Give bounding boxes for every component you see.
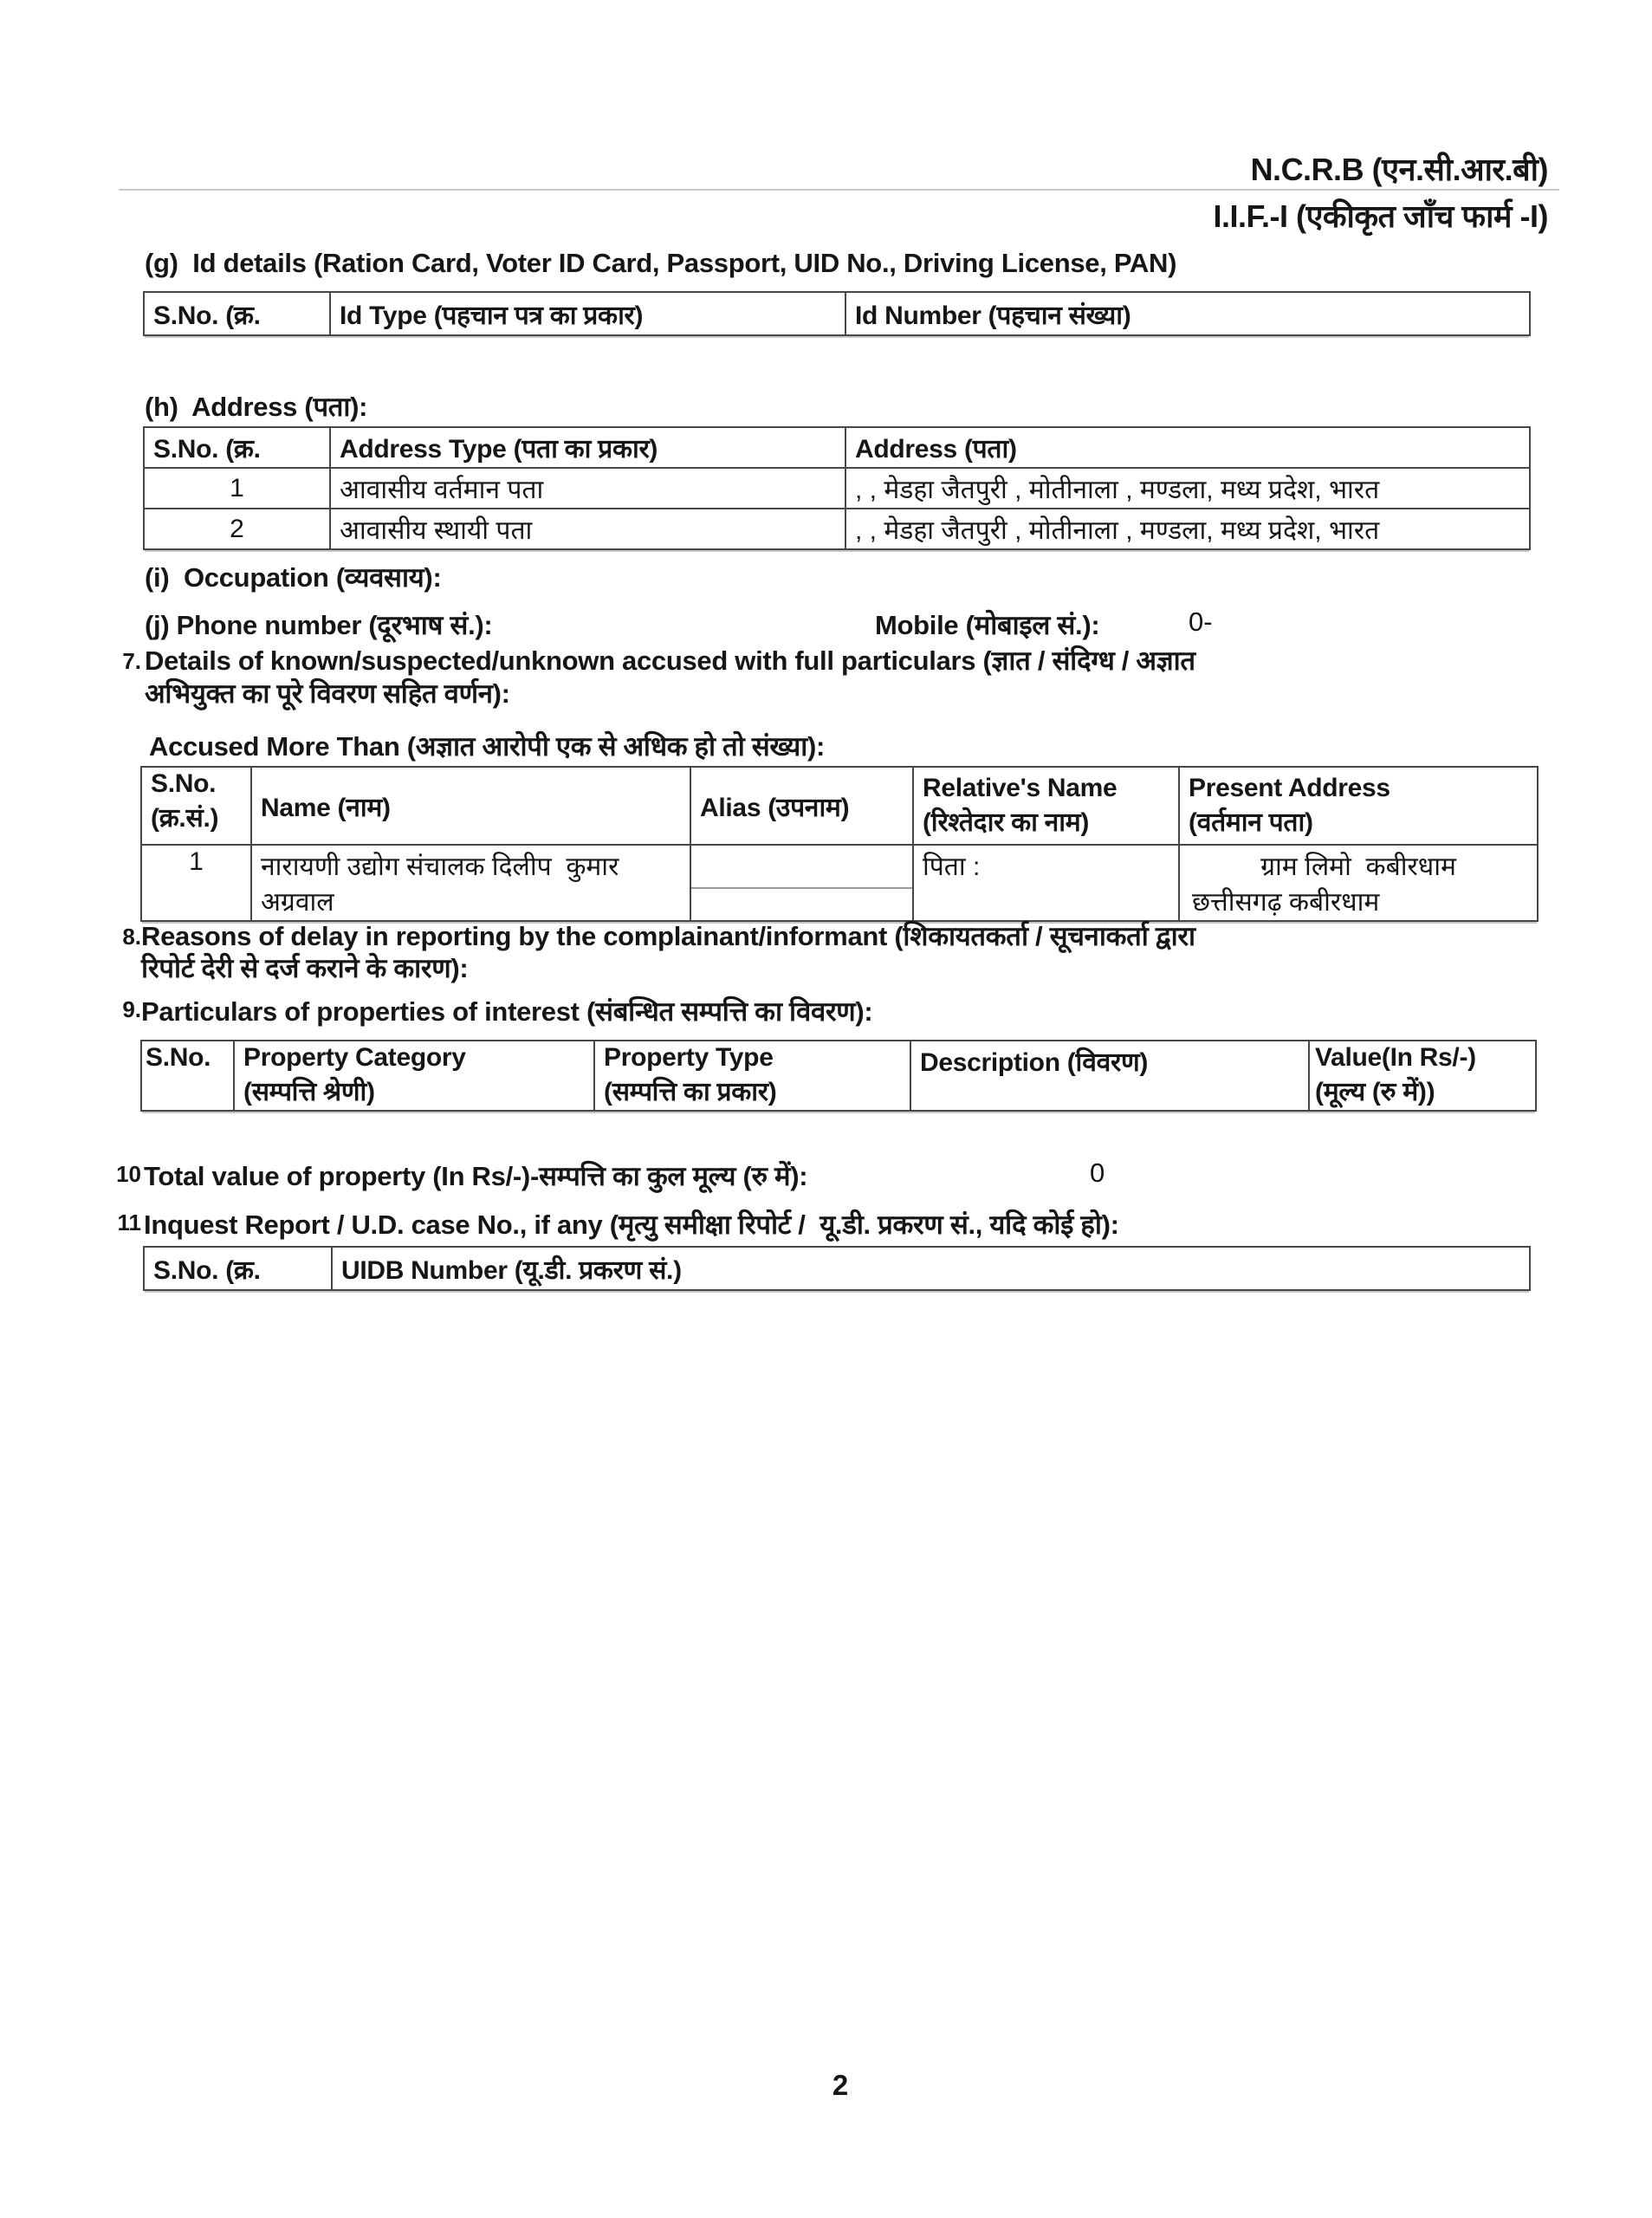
item9-text: Particulars of properties of interest (संबन्धित सम्पत्ति का विवरण): xyxy=(141,996,873,1027)
address-row-2-address: , , मेडहा जैतपुरी , मोतीनाला , मण्डला, मध्य प्रदेश, भारत xyxy=(845,509,1530,549)
accused-header-sno-hi: (क्र.सं.) xyxy=(151,804,219,833)
uidb-header-number: UIDB Number (यू.डी. प्रकरण सं.) xyxy=(332,1247,1530,1290)
property-header-sno: S.No. xyxy=(141,1041,234,1111)
accused-present-line1: ग्राम लिमो कबीरधाम xyxy=(1260,853,1456,881)
property-header-value-hi: (मूल्य (रु में)) xyxy=(1315,1078,1435,1106)
id-details-table xyxy=(143,291,1531,336)
address-table-header-sno: S.No. (क्र. xyxy=(144,427,330,468)
item9-number: 9. xyxy=(122,996,141,1022)
address-row-1-address: , , मेडहा जैतपुरी , मोतीनाला , मण्डला, मध्य प्रदेश, भारत xyxy=(845,468,1530,509)
property-header-type-hi: (सम्पत्ति का प्रकार) xyxy=(604,1078,777,1106)
item8-number: 8. xyxy=(122,924,141,950)
accused-header-present-en: Present Address xyxy=(1189,773,1390,802)
section-i-heading: (i) Occupation (व्यवसाय): xyxy=(145,562,442,593)
item8-line2: रिपोर्ट देरी से दर्ज कराने के कारण): xyxy=(141,953,469,983)
property-header-value xyxy=(1309,1041,1536,1111)
item7-line2: अभियुक्त का पूरे विवरण सहित वर्णन): xyxy=(145,678,510,709)
accused-header-sno xyxy=(141,767,251,845)
item11-number: 11 xyxy=(117,1210,141,1235)
address-row-1-sno: 1 xyxy=(144,468,330,509)
address-row-2 xyxy=(144,509,1530,549)
mobile-value: 0- xyxy=(1189,606,1213,637)
property-header-category-hi: (सम्पत्ति श्रेणी) xyxy=(243,1078,375,1106)
property-header-type-en: Property Type xyxy=(604,1043,774,1072)
id-table-header-number: Id Number (पहचान संख्या) xyxy=(845,292,1530,335)
accused-row-sno: 1 xyxy=(141,845,251,921)
address-table xyxy=(143,426,1531,550)
item11-text: Inquest Report / U.D. case No., if any (मृत्यु समीक्षा रिपोर्ट / यू.डी. प्रकरण सं., यदि कोई हो): xyxy=(144,1210,1119,1240)
accused-row-alias xyxy=(690,845,913,921)
item10-value: 0 xyxy=(1090,1158,1105,1188)
accused-header-relative-en: Relative's Name xyxy=(923,773,1118,802)
accused-present-line2: छत्तीसगढ़ कबीरधाम xyxy=(1192,888,1380,917)
accused-table xyxy=(140,766,1539,922)
section-g-heading: (g) Id details (Ration Card, Voter ID Card, Passport, UID No., Driving License, PAN) xyxy=(145,248,1177,278)
accused-header-name: Name (नाम) xyxy=(251,767,690,845)
ncrb-title: N.C.R.B (एन.सी.आर.बी) xyxy=(1250,152,1548,187)
header-divider xyxy=(119,189,1559,191)
property-header-category xyxy=(234,1041,594,1111)
section-h-heading: (h) Address (पता): xyxy=(145,392,368,422)
accused-header-relative xyxy=(913,767,1179,845)
address-row-2-sno: 2 xyxy=(144,509,330,549)
uidb-header-sno: S.No. (क्र. xyxy=(144,1247,332,1290)
accused-more-than-label: Accused More Than (अज्ञात आरोपी एक से अधिक हो तो संख्या): xyxy=(149,731,825,762)
address-row-1 xyxy=(144,468,1530,509)
item10-text: Total value of property (In Rs/-)-सम्पत्ति का कुल मूल्य (रु में): xyxy=(144,1161,808,1191)
item7-text xyxy=(145,645,1195,710)
accused-row-name xyxy=(251,845,690,921)
uidb-table xyxy=(143,1246,1531,1291)
accused-row-present xyxy=(1179,845,1538,921)
accused-header-relative-hi: (रिश्तेदार का नाम) xyxy=(923,807,1090,837)
accused-name-line2: अग्रवाल xyxy=(261,888,334,917)
id-table-header-sno: S.No. (क्र. xyxy=(144,292,330,335)
property-header-type xyxy=(594,1041,910,1111)
item10-number: 10 xyxy=(116,1161,141,1187)
address-table-header-address: Address (पता) xyxy=(845,427,1530,468)
page-number: 2 xyxy=(832,2069,849,2101)
accused-header-present xyxy=(1179,767,1538,845)
accused-row-1 xyxy=(141,845,1538,921)
accused-header-sno-en: S.No. xyxy=(151,769,217,798)
accused-header-present-hi: (वर्तमान पता) xyxy=(1189,807,1313,837)
address-row-1-type: आवासीय वर्तमान पता xyxy=(330,468,845,509)
accused-row-relative: पिता : xyxy=(913,845,1179,921)
accused-header-alias: Alias (उपनाम) xyxy=(690,767,913,845)
property-header-category-en: Property Category xyxy=(243,1043,466,1072)
item8-line1: Reasons of delay in reporting by the complainant/informant (शिकायतकर्ता / सूचनाकर्ता द्वारा xyxy=(141,921,1195,951)
item8-text xyxy=(141,920,1195,984)
iif-title: I.I.F.-I (एकीकृत जाँच फार्म -I) xyxy=(1213,198,1548,234)
property-table xyxy=(140,1040,1537,1112)
address-table-header-type: Address Type (पता का प्रकार) xyxy=(330,427,845,468)
section-j-label: (j) Phone number (दूरभाष सं.): xyxy=(145,610,493,640)
item7-line1: Details of known/suspected/unknown accused with full particulars (ज्ञात / संदिग्ध / अज्ञात xyxy=(145,645,1195,676)
property-header-value-en: Value(In Rs/-) xyxy=(1315,1043,1476,1072)
id-table-header-type: Id Type (पहचान पत्र का प्रकार) xyxy=(330,292,845,335)
mobile-label: Mobile (मोबाइल सं.): xyxy=(875,610,1107,640)
accused-name-line1: नारायणी उद्योग संचालक दिलीप कुमार xyxy=(261,853,619,881)
item7-number: 7. xyxy=(122,648,141,674)
property-header-description: Description (विवरण) xyxy=(910,1041,1309,1111)
address-row-2-type: आवासीय स्थायी पता xyxy=(330,509,845,549)
